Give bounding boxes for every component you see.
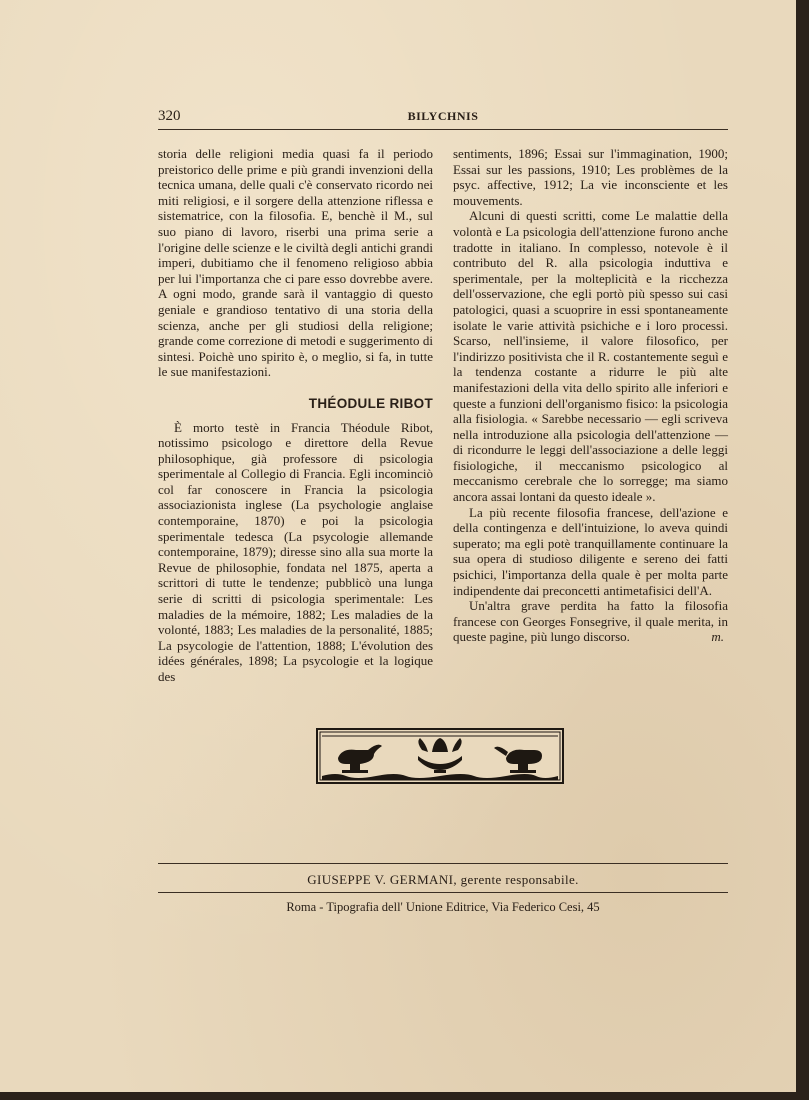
section-title: THÉODULE RIBOT — [308, 395, 433, 411]
right-paragraph-1: sentiments, 1896; Essai sur l'immagination, 1900; Essai sur les passions, 1910; Les problèmes de la psyc. affective, 1912; La vie inconsciente et les mouvements. — [453, 146, 728, 208]
right-column — [453, 146, 728, 645]
signature: m. — [711, 629, 724, 645]
page-edge-right — [796, 0, 809, 1100]
right-paragraph-3: La più recente filosofia francese, dell'azione e della contingenza e dell'intuizione, lo aveva quindi superato; ma egli potè tranquillamente continuare la sua opera di studioso diligente e sereno dei fatti psichici, l'importanza della quale è per molta parte indipendente dai preconcetti antimetafisici dell'A. — [453, 504, 728, 598]
running-title: BILYCHNIS — [407, 109, 479, 123]
left-paragraph-1: storia delle religioni media quasi fa il periodo preistorico delle prime e più grandi invenzioni della tecnica umana, delle quali c'è conservato ricordo nei miti religiosi, e il sorgere della attenzione riflessa e sistematrice, con la filosofia. E, benchè il M., sul suo piano di lavoro, riserbi una prima serie a l'origine delle scienze e le civiltà degli antichi grandi imperi, dubitiamo che il fenomeno religioso abbia per lui l'importanza che ci pare esso dovrebbe avere. A ogni modo, grande sarà il vantaggio di questo geniale e grandioso tentativo di una storia della scienza, anche per gli studiosi della religione; grande come correzione di metodi e suggerimento di sintesi. Poichè uno spirito è, o meglio, si fa, in tutte le sue manifestazioni. — [158, 146, 433, 380]
header-rule — [158, 129, 728, 130]
footer-rule-top — [158, 863, 728, 864]
footer-rule-bottom — [158, 892, 728, 893]
printer-imprint: Roma - Tipografia dell' Unione Editrice, Via Federico Cesi, 45 — [286, 900, 600, 914]
gerente-line: GIUSEPPE V. GERMANI, gerente responsabile. — [307, 872, 579, 887]
left-paragraph-2: È morto testè in Francia Théodule Ribot, notissimo psicologo e direttore della Revue philosophique, già professore di psicologia sperimentale al Collegio di Francia. Egli incominciò col far conoscere in Francia la psicologia associazionista inglese (La psychologie anglaise contemporaine, 1870) e poi la psicologia sperimentale tedesca (La psycologie allemande contemporaine, 1879); diresse sino alla sua morte la Revue de philosophie, fondata nel 1875, aperta a scrittori di tutte le tendenze; pubblicò una lunga serie di scritti di psicologia sperimentale: Les maladies de la mémoire, 1882; Les maladies de la volonté, 1883; Les maladies de la personalité, 1885; La psycologie de l'attention, 1888; L'évolution des idées générales, 1898; La psycologie et la logique des — [158, 419, 433, 684]
right-paragraph-4 — [453, 598, 728, 645]
left-column — [158, 146, 433, 685]
running-header — [158, 108, 728, 128]
page-number: 320 — [158, 108, 181, 124]
page-edge-bottom — [0, 1092, 809, 1100]
lamps-ornament — [316, 728, 564, 784]
right-paragraph-2: Alcuni di questi scritti, come Le malattie della volontà e La psicologia dell'attenzione furono anche tradotte in italiano. In complesso, notevole è il contributo del R. alla psicologia induttiva e sperimentale, per la molteplicità e la ricchezza dell'osservazione, che egli portò più spesso sui casi patologici, quasi a scuoprire in essi spontaneamente isolate le varie attività psichiche e i loro processi. Scarso, nell'insieme, il valore filosofico, per l'indirizzo positivista che il R. costantemente seguì e la tendenza costante a ridurre le più alte manifestazioni della vita dello spirito alle inferiori e queste a funzioni dell'organismo fisico: la psicologia alla fisiologia. « Sarebbe necessario — egli scriveva nella introduzione alla psicologia dell'attenzione — di ricondurre le leggi dell'associazione a delle leggi fisiologiche, il meccanismo psicologico al meccanismo cerebrale che lo sorregge; ma siamo ancora assai lontani da questo ideale ». — [453, 208, 728, 505]
right-paragraph-4-text: Un'altra grave perdita ha fatto la filosofia francese con Georges Fonsegrive, il quale merita, in queste pagine, più lungo discorso. — [453, 598, 728, 645]
